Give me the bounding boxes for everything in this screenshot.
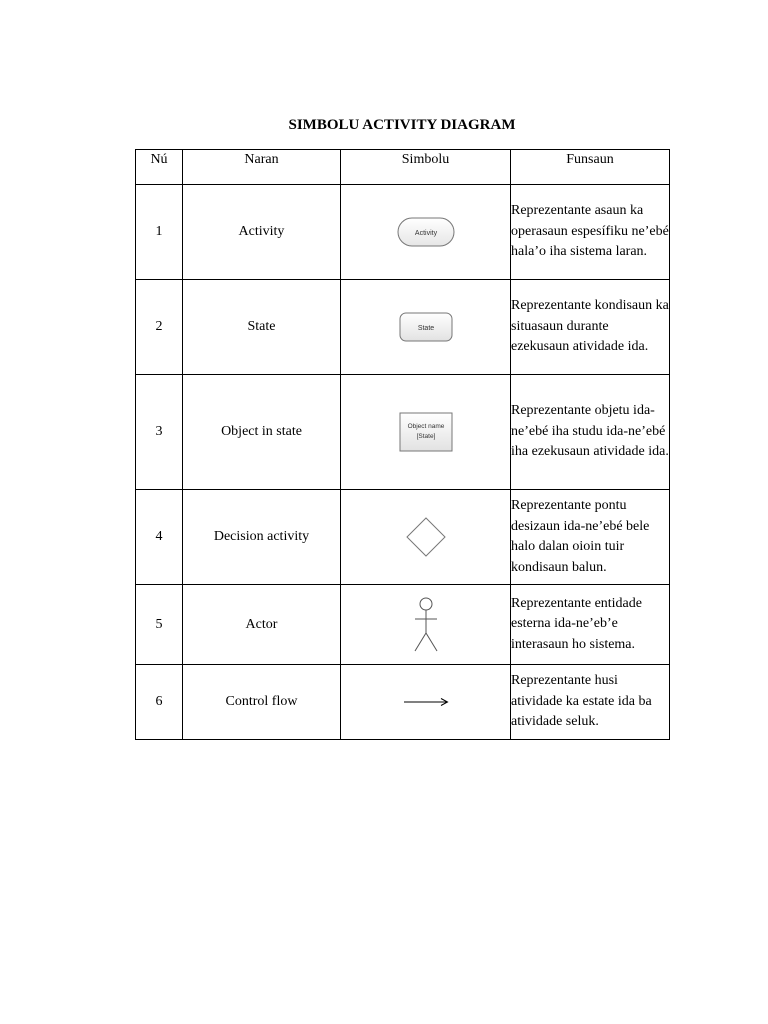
row-number: 5: [136, 585, 183, 665]
symbol-description: Reprezentante husi atividade ka estate ida ba atividade seluk.: [511, 665, 670, 740]
row-number: 6: [136, 665, 183, 740]
symbol-cell: [341, 280, 511, 375]
symbol-name: Control flow: [183, 665, 341, 740]
row-number: 2: [136, 280, 183, 375]
symbol-name: Activity: [183, 185, 341, 280]
header-symbol: Simbolu: [341, 150, 511, 185]
activity-symbol-label: Activity: [414, 230, 437, 237]
row-number: 1: [136, 185, 183, 280]
control-flow-arrow-icon: [403, 697, 449, 707]
table-row: [136, 585, 670, 665]
table-row: [136, 375, 670, 490]
symbol-description: Reprezentante objetu ida-ne’ebé iha studu ida-ne’ebé iha ezekusaun atividade ida.: [511, 375, 670, 490]
state-rounded-rect-icon: [399, 312, 453, 342]
symbol-table: [135, 149, 670, 740]
symbol-name: State: [183, 280, 341, 375]
symbol-cell: [341, 185, 511, 280]
row-number: 4: [136, 490, 183, 585]
symbol-description: Reprezentante pontu desizaun ida-ne’ebé bele halo dalan oioin tuir kondisaun balun.: [511, 490, 670, 585]
table-row: [136, 185, 670, 280]
activity-rounded-rect-icon: [397, 217, 455, 247]
symbol-name: Actor: [183, 585, 341, 665]
object-in-state-rect-icon: [399, 412, 453, 452]
symbol-cell: [341, 665, 511, 740]
symbol-cell: [341, 375, 511, 490]
state-symbol-label: State: [417, 325, 434, 332]
symbol-description: Reprezentante asaun ka operasaun espesífiku ne’ebé hala’o iha sistema laran.: [511, 185, 670, 280]
symbol-description: Reprezentante entidade esterna ida-ne’eb’e interasaun ho sistema.: [511, 585, 670, 665]
symbol-cell: [341, 585, 511, 665]
table-row: [136, 490, 670, 585]
document-title: SIMBOLU ACTIVITY DIAGRAM: [288, 117, 516, 133]
object-state-label: [State]: [416, 433, 435, 440]
row-number: 3: [136, 375, 183, 490]
symbol-name: Object in state: [183, 375, 341, 490]
table-row: [136, 665, 670, 740]
object-symbol-label: Object name: [407, 423, 444, 430]
header-no: Nú: [136, 150, 183, 185]
table-header-row: [136, 150, 670, 185]
symbol-name: Decision activity: [183, 490, 341, 585]
table-row: [136, 280, 670, 375]
symbol-description: Reprezentante kondisaun ka situasaun durante ezekusaun atividade ida.: [511, 280, 670, 375]
actor-stick-figure-icon: [411, 597, 441, 653]
header-name: Naran: [183, 150, 341, 185]
decision-diamond-icon: [406, 517, 446, 557]
symbol-cell: [341, 490, 511, 585]
header-function: Funsaun: [511, 150, 670, 185]
